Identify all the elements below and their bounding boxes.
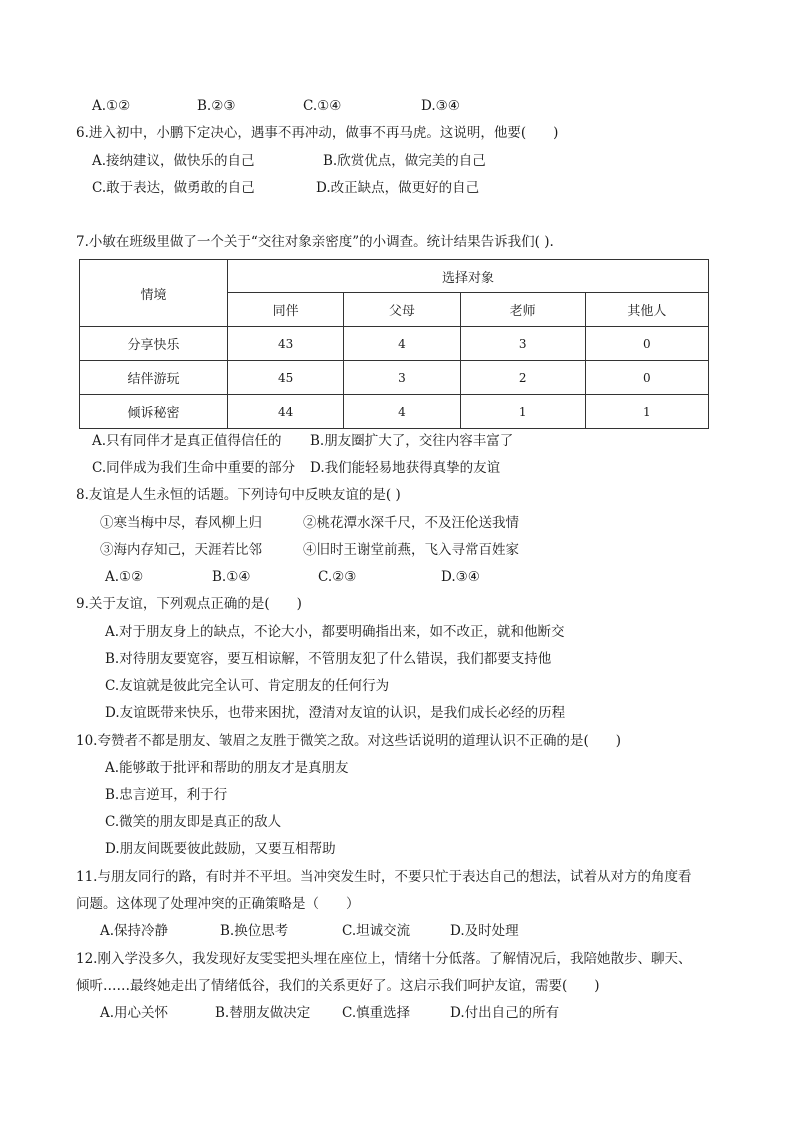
table-cell: 4	[344, 395, 460, 429]
table-cell: 3	[460, 327, 585, 361]
q10-option-c: C.微笑的朋友即是真正的敌人	[105, 814, 282, 830]
table-row	[80, 327, 709, 361]
table-col-parents: 父母	[344, 293, 460, 327]
table-row-label: 分享快乐	[80, 327, 228, 361]
q11-stem-line1: 11.与朋友同行的路，有时并不平坦。当冲突发生时，不要只忙于表达自己的想法，试着从对方的角度看	[76, 869, 692, 885]
q8-poem-2: ②桃花潭水深千尺，不及汪伦送我情	[303, 515, 519, 531]
q8-poem-1: ①寒当梅中尽，春风柳上归	[100, 515, 262, 531]
table-col-teacher: 老师	[460, 293, 585, 327]
q5-option-b: B.②③	[197, 98, 236, 114]
q7-stem: 7.小敏在班级里做了一个关于“交往对象亲密度”的小调查。统计结果告诉我们( ).	[76, 234, 554, 250]
q9-stem: 9.关于友谊，下列观点正确的是( )	[76, 596, 302, 612]
table-cell: 1	[460, 395, 585, 429]
q7-option-b: B.朋友圈扩大了，交往内容丰富了	[310, 433, 514, 449]
table-cell: 2	[460, 361, 585, 395]
q12-option-a: A.用心关怀	[100, 1005, 169, 1021]
table-cell: 1	[585, 395, 708, 429]
q8-option-d: D.③④	[441, 569, 480, 585]
table-row-label: 结伴游玩	[80, 361, 228, 395]
table-header-situation: 情境	[80, 260, 228, 327]
q7-option-a: A.只有同伴才是真正值得信任的	[92, 433, 282, 449]
q11-option-a: A.保持冷静	[100, 923, 169, 939]
q6-option-a: A.接纳建议，做快乐的自己	[92, 153, 255, 169]
q6-option-b: B.欣赏优点，做完美的自己	[323, 153, 486, 169]
q5-option-a: A.①②	[92, 98, 131, 114]
q12-option-b: B.替朋友做决定	[215, 1005, 311, 1021]
table-cell: 4	[344, 327, 460, 361]
q9-option-d: D.友谊既带来快乐，也带来困扰，澄清对友谊的认识，是我们成长必经的历程	[105, 705, 566, 721]
q9-option-a: A.对于朋友身上的缺点，不论大小，都要明确指出来，如不改正，就和他断交	[105, 624, 565, 640]
q8-poem-3: ③海内存知己，天涯若比邻	[100, 542, 262, 558]
q11-stem-line2: 问题。这体现了处理冲突的正确策略是（ ）	[76, 896, 360, 912]
q9-option-c: C.友谊就是彼此完全认可、肯定朋友的任何行为	[105, 678, 390, 694]
q10-option-b: B.忠言逆耳，利于行	[105, 787, 228, 803]
table-cell: 43	[228, 327, 344, 361]
table-cell: 45	[228, 361, 344, 395]
q11-option-b: B.换位思考	[220, 923, 289, 939]
q8-option-c: C.②③	[318, 569, 357, 585]
table-header-group: 选择对象	[228, 260, 709, 293]
q8-option-a: A.①②	[105, 569, 144, 585]
q8-poem-4: ④旧时王谢堂前燕，飞入寻常百姓家	[303, 542, 519, 558]
q9-option-b: B.对待朋友要宽容，要互相谅解，不管朋友犯了什么错误，我们都要支持他	[105, 651, 552, 667]
q5-option-c: C.①④	[303, 98, 342, 114]
q11-option-d: D.及时处理	[450, 923, 519, 939]
q12-stem-line2: 倾听……最终她走出了情绪低谷，我们的关系更好了。这启示我们呵护友谊，需要( )	[76, 978, 600, 994]
q7-option-c: C.同伴成为我们生命中重要的部分	[92, 460, 296, 476]
table-cell: 3	[344, 361, 460, 395]
table-cell: 44	[228, 395, 344, 429]
q5-option-d: D.③④	[421, 98, 460, 114]
table-row-label: 倾诉秘密	[80, 395, 228, 429]
table-cell: 0	[585, 361, 708, 395]
q6-stem: 6.进入初中，小鹏下定决心，遇事不再冲动，做事不再马虎。这说明，他要( )	[76, 125, 559, 141]
q6-option-d: D.改正缺点，做更好的自己	[316, 180, 480, 196]
table-row	[80, 395, 709, 429]
q8-option-b: B.①④	[212, 569, 251, 585]
q11-option-c: C.坦诚交流	[342, 923, 411, 939]
q10-option-a: A.能够敢于批评和帮助的朋友才是真朋友	[105, 760, 349, 776]
table-col-others: 其他人	[585, 293, 708, 327]
q6-option-c: C.敢于表达，做勇敢的自己	[92, 180, 255, 196]
q12-stem-line1: 12.刚入学没多久，我发现好友雯雯把头埋在座位上，情绪十分低落。了解情况后，我陪她散步、聊天、	[76, 951, 692, 967]
q7-option-d: D.我们能轻易地获得真挚的友谊	[310, 460, 501, 476]
table-row	[80, 361, 709, 395]
survey-table	[79, 259, 709, 429]
table-col-peer: 同伴	[228, 293, 344, 327]
table-cell: 0	[585, 327, 708, 361]
q12-option-d: D.付出自己的所有	[450, 1005, 560, 1021]
q10-option-d: D.朋友间既要彼此鼓励，又要互相帮助	[105, 841, 336, 857]
q8-stem: 8.友谊是人生永恒的话题。下列诗句中反映友谊的是( )	[76, 487, 401, 503]
q12-option-c: C.慎重选择	[342, 1005, 411, 1021]
q10-stem: 10.夸赞者不都是朋友、皱眉之友胜于微笑之敌。对这些话说明的道理认识不正确的是( )	[76, 733, 622, 749]
